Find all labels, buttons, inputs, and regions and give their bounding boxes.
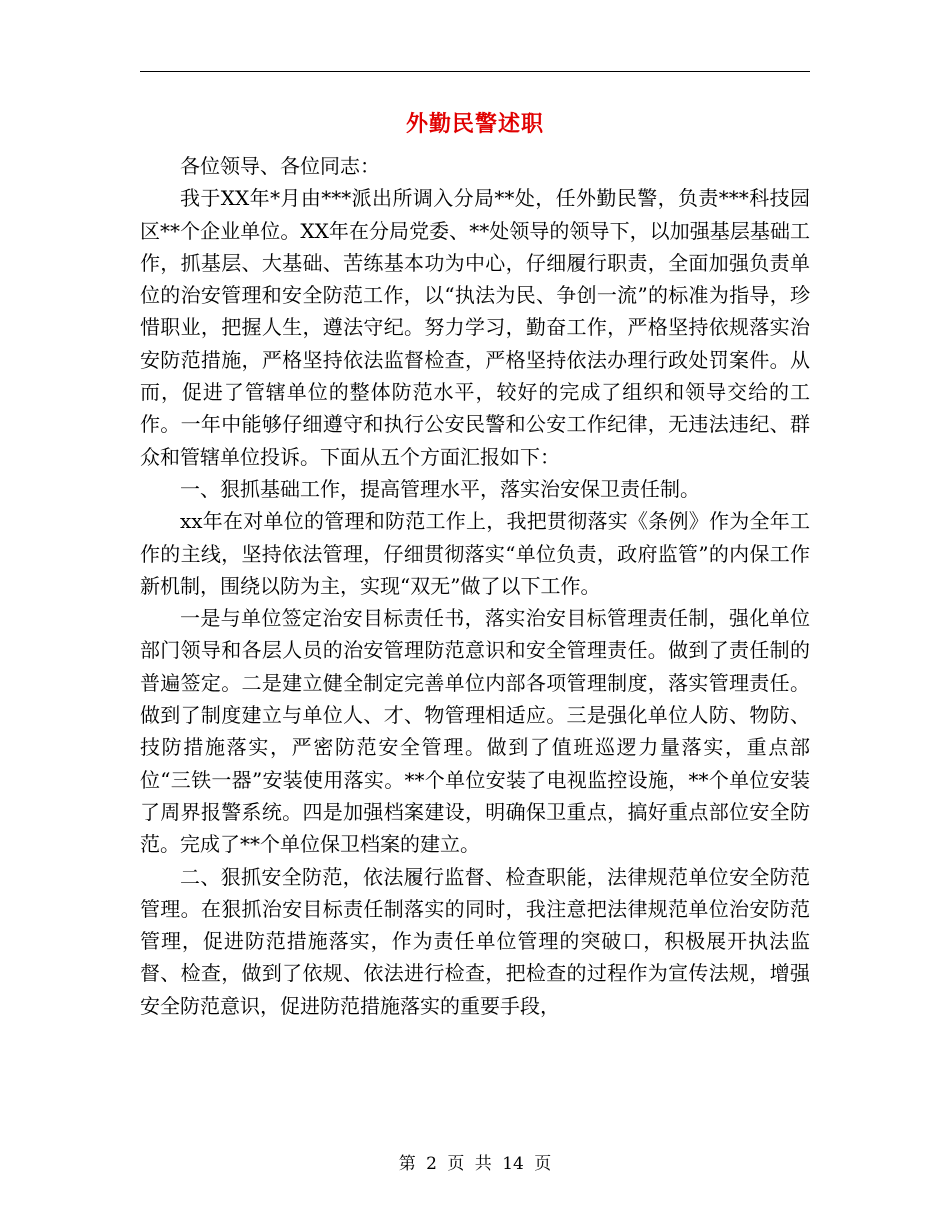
document-body (140, 150, 810, 1022)
section-one-heading: 一、狠抓基础工作，提高管理水平，落实治安保卫责任制。 (180, 476, 700, 501)
section-one-paragraph: xx年在对单位的管理和防范工作上，我把贯彻落实《条例》作为全年工作的主线，坚持依法管理，仔细贯彻落实“单位负责，政府监管”的内保工作新机制，围绕以防为主，实现“双无”做了以下工作。 (140, 509, 810, 598)
salutation-paragraph: 各位领导、各位同志： (180, 154, 380, 178)
intro-paragraph: 我于XX年*月由***派出所调入分局**处，任外勤民警，负责***科技园区**个企业单位。XX年在分局党委、**处领导的领导下，以加强基层基础工作，抓基层、大基础、苦练基本功为中心，仔细履行职责，全面加强负责单位的治安管理和安全防范工作，以“执法为民、争创一流”的标准为指导，珍惜职业，把握人生，遵法守纪。努力学习，勤奋工作，严格坚持依规落实治安防范措施，严格坚持依法监督检查，严格坚持依法办理行政处罚案件。从而，促进了管辖单位的整体防范水平，较好的完成了组织和领导交给的工作。一年中能够仔细遵守和执行公安民警和公安工作纪律，无违法违纪、群众和管辖单位投诉。下面从五个方面汇报如下： (140, 186, 810, 469)
page-number-footer: 第 2 页 共 14 页 (398, 1154, 552, 1174)
measures-paragraph: 一是与单位签定治安目标责任书，落实治安目标管理责任制，强化单位部门领导和各层人员的治安管理防范意识和安全管理责任。做到了责任制的普遍签定。二是建立健全制定完善单位内部各项管理制度，落实管理责任。做到了制度建立与单位人、才、物管理相适应。三是强化单位人防、物防、技防措施落实，严密防范安全管理。做到了值班巡逻力量落实，重点部位“三铁一器”安装使用落实。**个单位安装了电视监控设施，**个单位安装了周界报警系统。四是加强档案建设，明确保卫重点，搞好重点部位安全防范。完成了**个单位保卫档案的建立。 (140, 606, 810, 857)
document-title: 外勤民警述职 (405, 111, 544, 137)
section-two-paragraph: 二、狠抓安全防范，依法履行监督、检查职能，法律规范单位安全防范管理。在狠抓治安目标责任制落实的同时，我注意把法律规范单位治安防范管理，促进防范措施落实，作为责任单位管理的突破口，积极展开执法监督、检查，做到了依规、依法进行检查，把检查的过程作为宣传法规，增强安全防范意识，促进防范措施落实的重要手段， (140, 864, 810, 1018)
header-rule (140, 71, 810, 72)
